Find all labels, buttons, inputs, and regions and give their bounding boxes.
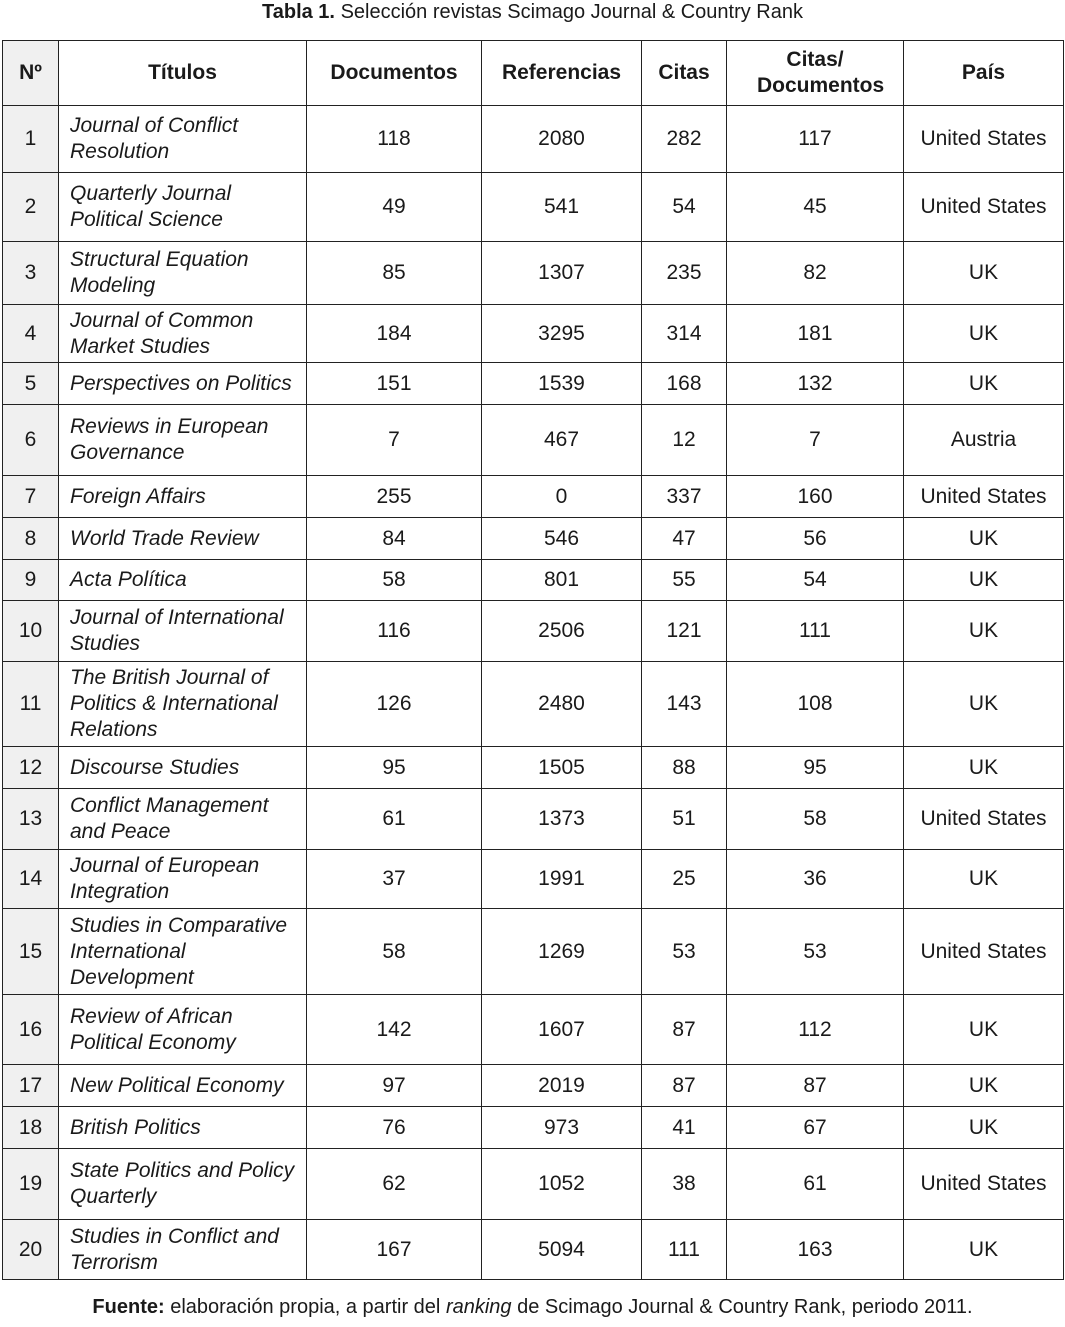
citas-value: 111: [642, 1220, 727, 1280]
pais-value: UK: [904, 995, 1064, 1065]
table-row: [3, 747, 1064, 789]
citas-value: 337: [642, 476, 727, 518]
row-number: 18: [3, 1107, 59, 1149]
pais-value: UK: [904, 363, 1064, 405]
table-row: [3, 560, 1064, 601]
citas-documentos-value: 67: [727, 1107, 904, 1149]
citas-value: 38: [642, 1149, 727, 1220]
referencias-value: 2506: [482, 601, 642, 662]
citas-documentos-value: 61: [727, 1149, 904, 1220]
citas-documentos-value: 36: [727, 850, 904, 909]
row-number: 5: [3, 363, 59, 405]
row-number: 13: [3, 789, 59, 850]
caption-label: Tabla 1.: [262, 1, 335, 23]
citas-value: 53: [642, 909, 727, 995]
table-row: [3, 173, 1064, 242]
source-text: elaboración propia, a partir del: [170, 1296, 441, 1318]
documentos-value: 116: [307, 601, 482, 662]
table-source: [0, 1296, 1065, 1319]
citas-value: 87: [642, 995, 727, 1065]
citas-documentos-value: 58: [727, 789, 904, 850]
referencias-value: 2019: [482, 1065, 642, 1107]
referencias-value: 1505: [482, 747, 642, 789]
journal-title: Reviews in European Governance: [59, 405, 307, 476]
referencias-value: 0: [482, 476, 642, 518]
table-row: [3, 1149, 1064, 1220]
table-row: [3, 789, 1064, 850]
documentos-value: 184: [307, 305, 482, 363]
referencias-value: 5094: [482, 1220, 642, 1280]
pais-value: UK: [904, 518, 1064, 560]
row-number: 7: [3, 476, 59, 518]
citas-documentos-value: 54: [727, 560, 904, 601]
referencias-value: 541: [482, 173, 642, 242]
pais-value: UK: [904, 1220, 1064, 1280]
citas-documentos-value: 160: [727, 476, 904, 518]
citas-documentos-value: 108: [727, 662, 904, 747]
row-number: 10: [3, 601, 59, 662]
citas-value: 47: [642, 518, 727, 560]
header-no: Nº: [3, 41, 59, 106]
table-row: [3, 1220, 1064, 1280]
citas-documentos-value: 111: [727, 601, 904, 662]
citas-documentos-value: 95: [727, 747, 904, 789]
pais-value: United States: [904, 789, 1064, 850]
journal-title: Journal of Common Market Studies: [59, 305, 307, 363]
pais-value: UK: [904, 305, 1064, 363]
journal-title: State Politics and Policy Quarterly: [59, 1149, 307, 1220]
documentos-value: 7: [307, 405, 482, 476]
journal-title: British Politics: [59, 1107, 307, 1149]
referencias-value: 801: [482, 560, 642, 601]
header-documentos: Documentos: [307, 41, 482, 106]
documentos-value: 167: [307, 1220, 482, 1280]
referencias-value: 1373: [482, 789, 642, 850]
journal-title: Journal of European Integration: [59, 850, 307, 909]
header-titulos: Títulos: [59, 41, 307, 106]
table-row: [3, 995, 1064, 1065]
source-text-end: de Scimago Journal & Country Rank, periodo 2011.: [517, 1296, 973, 1318]
pais-value: UK: [904, 850, 1064, 909]
row-number: 20: [3, 1220, 59, 1280]
pais-value: Austria: [904, 405, 1064, 476]
journal-title: Studies in Conflict and Terrorism: [59, 1220, 307, 1280]
referencias-value: 1052: [482, 1149, 642, 1220]
documentos-value: 85: [307, 242, 482, 305]
pais-value: UK: [904, 601, 1064, 662]
referencias-value: 546: [482, 518, 642, 560]
citas-value: 88: [642, 747, 727, 789]
citas-documentos-value: 181: [727, 305, 904, 363]
journal-title: Conflict Management and Peace: [59, 789, 307, 850]
table-row: [3, 242, 1064, 305]
citas-value: 12: [642, 405, 727, 476]
referencias-value: 1539: [482, 363, 642, 405]
pais-value: UK: [904, 1065, 1064, 1107]
citas-documentos-value: 45: [727, 173, 904, 242]
citas-documentos-value: 112: [727, 995, 904, 1065]
row-number: 2: [3, 173, 59, 242]
table-row: [3, 106, 1064, 173]
pais-value: United States: [904, 1149, 1064, 1220]
citas-value: 25: [642, 850, 727, 909]
pais-value: UK: [904, 1107, 1064, 1149]
citas-documentos-value: 163: [727, 1220, 904, 1280]
table-row: [3, 909, 1064, 995]
header-citas-documentos: Citas/ Documentos: [727, 41, 904, 106]
caption-text: Selección revistas Scimago Journal & Country Rank: [340, 1, 803, 23]
table-row: [3, 662, 1064, 747]
pais-value: United States: [904, 909, 1064, 995]
journal-title: Acta Política: [59, 560, 307, 601]
documentos-value: 142: [307, 995, 482, 1065]
pais-value: United States: [904, 476, 1064, 518]
journal-title: Foreign Affairs: [59, 476, 307, 518]
table-row: [3, 601, 1064, 662]
citas-value: 87: [642, 1065, 727, 1107]
journal-title: Discourse Studies: [59, 747, 307, 789]
documentos-value: 255: [307, 476, 482, 518]
row-number: 19: [3, 1149, 59, 1220]
table-row: [3, 305, 1064, 363]
table-row: [3, 850, 1064, 909]
citas-value: 168: [642, 363, 727, 405]
citas-documentos-value: 7: [727, 405, 904, 476]
source-label: Fuente:: [92, 1296, 165, 1318]
table-row: [3, 363, 1064, 405]
header-row: [3, 41, 1064, 106]
header-pais: País: [904, 41, 1064, 106]
documentos-value: 58: [307, 909, 482, 995]
citas-documentos-value: 87: [727, 1065, 904, 1107]
documentos-value: 126: [307, 662, 482, 747]
citas-value: 51: [642, 789, 727, 850]
row-number: 4: [3, 305, 59, 363]
journal-title: Journal of International Studies: [59, 601, 307, 662]
table-row: [3, 476, 1064, 518]
table-row: [3, 518, 1064, 560]
table-row: [3, 1107, 1064, 1149]
documentos-value: 58: [307, 560, 482, 601]
header-citas: Citas: [642, 41, 727, 106]
table-caption: [0, 1, 1065, 24]
citas-value: 121: [642, 601, 727, 662]
header-referencias: Referencias: [482, 41, 642, 106]
referencias-value: 467: [482, 405, 642, 476]
source-emphasis: ranking: [445, 1296, 512, 1318]
referencias-value: 1991: [482, 850, 642, 909]
pais-value: United States: [904, 173, 1064, 242]
documentos-value: 95: [307, 747, 482, 789]
row-number: 15: [3, 909, 59, 995]
pais-value: United States: [904, 106, 1064, 173]
referencias-value: 973: [482, 1107, 642, 1149]
citas-documentos-value: 132: [727, 363, 904, 405]
citas-value: 235: [642, 242, 727, 305]
citas-documentos-value: 53: [727, 909, 904, 995]
journal-title: The British Journal of Politics & International Relations: [59, 662, 307, 747]
journals-table: [2, 40, 1064, 1280]
row-number: 12: [3, 747, 59, 789]
row-number: 11: [3, 662, 59, 747]
referencias-value: 1269: [482, 909, 642, 995]
pais-value: UK: [904, 747, 1064, 789]
row-number: 6: [3, 405, 59, 476]
citas-value: 54: [642, 173, 727, 242]
journal-title: Studies in Comparative International Development: [59, 909, 307, 995]
journal-title: Perspectives on Politics: [59, 363, 307, 405]
journal-title: Journal of Conflict Resolution: [59, 106, 307, 173]
referencias-value: 1607: [482, 995, 642, 1065]
table-row: [3, 1065, 1064, 1107]
documentos-value: 97: [307, 1065, 482, 1107]
documentos-value: 76: [307, 1107, 482, 1149]
citas-documentos-value: 56: [727, 518, 904, 560]
pais-value: UK: [904, 242, 1064, 305]
citas-value: 143: [642, 662, 727, 747]
row-number: 3: [3, 242, 59, 305]
row-number: 17: [3, 1065, 59, 1107]
row-number: 9: [3, 560, 59, 601]
referencias-value: 1307: [482, 242, 642, 305]
table-row: [3, 405, 1064, 476]
referencias-value: 2480: [482, 662, 642, 747]
row-number: 1: [3, 106, 59, 173]
journal-title: Structural Equation Modeling: [59, 242, 307, 305]
pais-value: UK: [904, 662, 1064, 747]
documentos-value: 62: [307, 1149, 482, 1220]
citas-value: 314: [642, 305, 727, 363]
row-number: 14: [3, 850, 59, 909]
documentos-value: 49: [307, 173, 482, 242]
journal-title: Quarterly Journal Political Science: [59, 173, 307, 242]
row-number: 8: [3, 518, 59, 560]
citas-documentos-value: 117: [727, 106, 904, 173]
journal-title: New Political Economy: [59, 1065, 307, 1107]
documentos-value: 61: [307, 789, 482, 850]
journal-title: Review of African Political Economy: [59, 995, 307, 1065]
documentos-value: 118: [307, 106, 482, 173]
referencias-value: 3295: [482, 305, 642, 363]
citas-value: 282: [642, 106, 727, 173]
documentos-value: 37: [307, 850, 482, 909]
row-number: 16: [3, 995, 59, 1065]
citas-documentos-value: 82: [727, 242, 904, 305]
journal-title: World Trade Review: [59, 518, 307, 560]
referencias-value: 2080: [482, 106, 642, 173]
citas-value: 55: [642, 560, 727, 601]
citas-value: 41: [642, 1107, 727, 1149]
documentos-value: 151: [307, 363, 482, 405]
documentos-value: 84: [307, 518, 482, 560]
pais-value: UK: [904, 560, 1064, 601]
